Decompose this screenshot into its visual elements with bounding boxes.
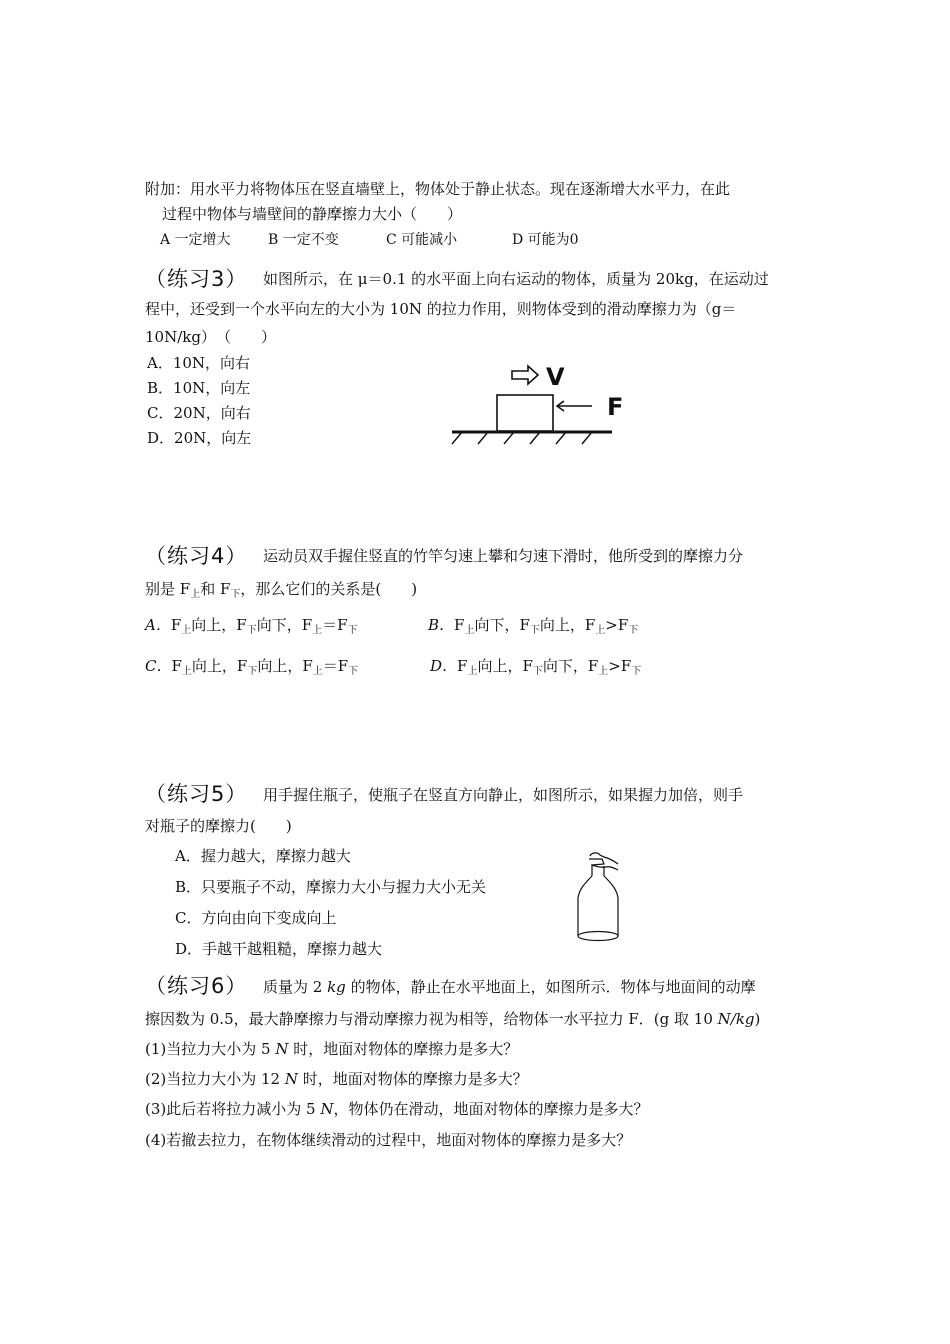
force-arrow-icon <box>557 401 592 411</box>
bottle-figure <box>570 850 630 946</box>
exercise-6-question-2: (2)当拉力大小为 12 N 时，地面对物体的摩擦力是多大？ <box>145 1070 528 1088</box>
appendix-option-d: D 可能为0 <box>512 232 579 248</box>
exercise-4-option-d: D．$F_上$向上，$F_下$向下，$F_上>F_下$ <box>430 657 642 677</box>
exercise-3-option-d: D．20N，向左 <box>147 429 252 447</box>
velocity-label: V <box>546 363 565 391</box>
exercise-3-line-1: 如图所示，在 μ＝0.1 的水平面上向右运动的物体，质量为 20kg，在运动过 <box>263 270 769 288</box>
exercise-3-line-2: 程中，还受到一个水平向左的大小为 10N 的拉力作用，则物体受到的滑动摩擦力为（g＝ <box>145 300 737 318</box>
exercise-3-option-a: A．10N，向右 <box>147 354 251 372</box>
exercise-4-option-a: A．$F_上$向上，$F_下$向下，$F_上=F_下$ <box>145 616 358 636</box>
exercise-6-question-3: (3)此后若将拉力减小为 5 N，物体仍在滑动，地面对物体的摩擦力是多大？ <box>145 1100 649 1118</box>
exercise-6-question-1: (1)当拉力大小为 5 N 时，地面对物体的摩擦力是多大？ <box>145 1040 519 1058</box>
exercise-5-line-2: 对瓶子的摩擦力( ) <box>145 817 292 835</box>
block <box>497 395 553 431</box>
appendix-question-line-1: 附加：用水平力将物体压在竖直墙壁上，物体处于静止状态。现在逐渐增大水平力，在此 <box>145 180 731 198</box>
exercise-6-line-2: 擦因数为 0.5，最大静摩擦力与滑动摩擦力视为相等，给物体一水平拉力 F．(g 取 10 N/kg) <box>145 1010 761 1028</box>
exercise-5-line-1: 用手握住瓶子，使瓶子在竖直方向静止，如图所示，如果握力加倍，则手 <box>263 786 744 804</box>
exercise-3-option-b: B．10N，向左 <box>147 379 251 397</box>
appendix-option-a: A 一定增大 <box>160 232 231 248</box>
exercise-6-question-4: (4)若撤去拉力，在物体继续滑动的过程中，地面对物体的摩擦力是多大？ <box>145 1131 632 1149</box>
appendix-option-c: C 可能减小 <box>386 232 458 248</box>
exercise-4-line-2: 别是 $F_上$和 $F_下$，那么它们的关系是( ) <box>145 580 418 600</box>
exercise-4-line-1: 运动员双手握住竖直的竹竿匀速上攀和匀速下滑时，他所受到的摩擦力分 <box>263 547 744 565</box>
exercise-6-line-1: 质量为 2 kg 的物体，静止在水平地面上，如图所示．物体与地面间的动摩 <box>263 978 756 996</box>
exercise-4-heading: （练习4） <box>145 544 248 568</box>
bottle <box>578 866 618 941</box>
force-label: F <box>607 393 624 421</box>
exercise-3-heading: （练习3） <box>145 267 248 291</box>
velocity-arrow-icon <box>512 366 538 384</box>
exercise-3-line-3: 10N/kg） （ ） <box>145 328 276 346</box>
exercise-3-figure <box>440 355 630 455</box>
exercise-3-option-c: C．20N，向右 <box>147 404 251 422</box>
exercise-5-option-b: B．只要瓶子不动，摩擦力大小与握力大小无关 <box>175 878 487 896</box>
appendix-option-b: B 一定不变 <box>268 232 339 248</box>
appendix-question-line-2: 过程中物体与墙壁间的静摩擦力大小（ ） <box>162 205 463 223</box>
ground-hatching <box>452 432 592 444</box>
exercise-5-option-c: C．方向由向下变成向上 <box>175 909 337 927</box>
exercise-6-heading: （练习6） <box>145 974 248 998</box>
exercise-5-option-a: A．握力越大，摩擦力越大 <box>175 847 351 865</box>
exercise-5-option-d: D．手越干越粗糙，摩擦力越大 <box>175 940 383 958</box>
exercise-5-heading: （练习5） <box>145 782 248 806</box>
exercise-4-option-c: C．$F_上$向上，$F_下$向上，$F_上=F_下$ <box>145 657 359 677</box>
exercise-4-option-b: B．$F_上$向下，$F_下$向上，$F_上>F_下$ <box>428 616 639 636</box>
